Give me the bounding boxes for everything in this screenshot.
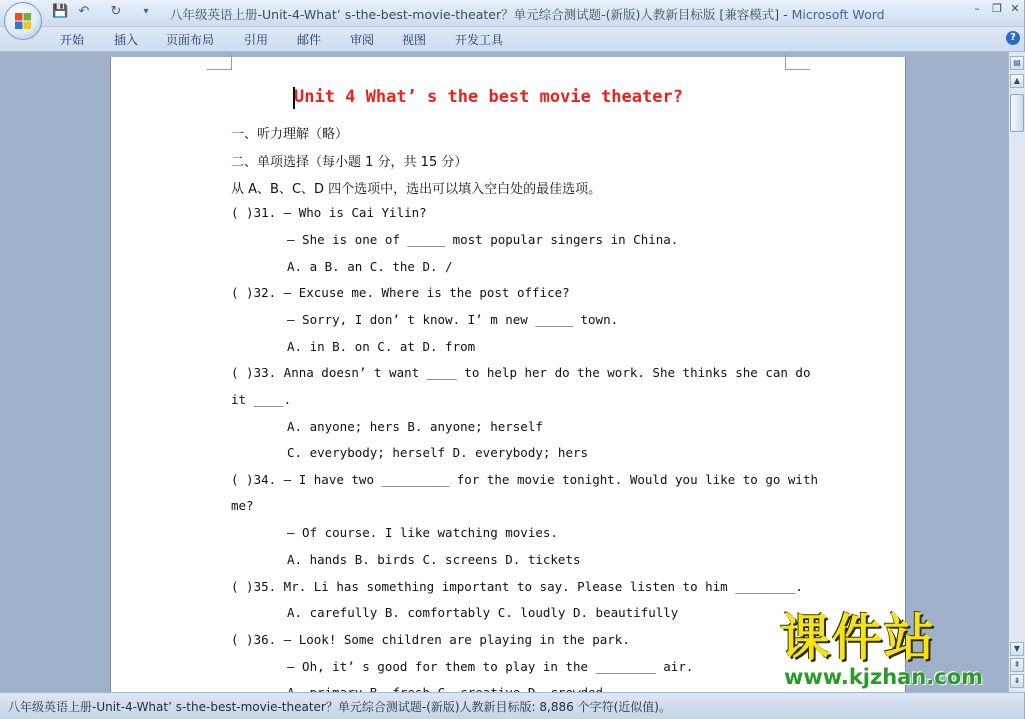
document-area: [0, 52, 1008, 692]
watermark-url: www.kjzhan.com: [784, 665, 984, 689]
tab-developer[interactable]: 开发工具: [455, 33, 504, 47]
office-button[interactable]: [4, 2, 42, 40]
question-32-reply: — Sorry, I don’ t know. I’ m new _____ town.: [287, 312, 619, 327]
question-31: ( )31. — Who is Cai Yilin?: [231, 205, 427, 220]
office-logo-icon: [14, 12, 32, 30]
tab-references[interactable]: 引用: [244, 33, 269, 47]
question-34-options: A. hands B. birds C. screens D. tickets: [287, 552, 581, 567]
scroll-up-icon[interactable]: ▲: [1010, 74, 1024, 88]
document-name: 八年级英语上册-Unit-4-What’ s-the-best-movie-theater？单元综合测试题-(新版)人教新目标版 [兼容模式]: [170, 7, 780, 22]
crop-mark-left: [207, 55, 232, 70]
tab-insert[interactable]: 插入: [114, 33, 139, 47]
instruction-line: 从 A、B、C、D 四个选项中，选出可以填入空白处的最佳选项。: [231, 182, 602, 197]
status-bar: [0, 692, 1024, 719]
question-34-cont: me?: [231, 498, 254, 513]
question-36: ( )36. — Look! Some children are playing in the park.: [231, 632, 630, 647]
vertical-scrollbar[interactable]: [1008, 52, 1025, 692]
customize-toolbar-icon[interactable]: ▾: [143, 6, 149, 17]
watermark: [770, 610, 1020, 692]
prev-page-icon[interactable]: ⇞: [1010, 658, 1024, 672]
question-33-cont: it ____.: [231, 392, 292, 407]
crop-mark-right: [785, 55, 810, 70]
redo-icon[interactable]: ↻: [110, 4, 122, 19]
window-title: [170, 5, 885, 23]
watermark-logo: 课件站: [780, 609, 936, 667]
question-33-options-cd: C. everybody; herself D. everybody; hers: [287, 445, 589, 460]
tab-page-layout[interactable]: 页面布局: [166, 33, 215, 47]
ruler-toggle-icon[interactable]: ▤: [1010, 56, 1024, 70]
section-single-choice: 二、单项选择（每小题 1 分，共 15 分）: [231, 155, 468, 170]
question-35: ( )35. Mr. Li has something important to say. Please listen to him ________.: [231, 579, 803, 594]
title-separator: -: [779, 7, 792, 22]
tab-home[interactable]: 开始: [60, 33, 85, 47]
title-bar: [0, 0, 1024, 27]
question-34: ( )34. — I have two _________ for the movie tonight. Would you like to go with: [231, 472, 818, 487]
question-33-options-ab: A. anyone; hers B. anyone; herself: [287, 419, 543, 434]
question-32: ( )32. — Excuse me. Where is the post office?: [231, 285, 570, 300]
ribbon-tab-bar: [0, 27, 1024, 52]
scrollbar-thumb[interactable]: [1010, 94, 1024, 132]
tab-mailings[interactable]: 邮件: [297, 33, 322, 47]
restore-button[interactable]: ❐: [992, 2, 1002, 15]
question-31-options: A. a B. an C. the D. /: [287, 259, 453, 274]
app-name: Microsoft Word: [791, 7, 885, 22]
status-text: 八年级英语上册-Unit-4-What’ s-the-best-movie-theater？单元综合测试题-(新版)人教新目标版: 8,886 个字符(近似值)。: [8, 700, 671, 714]
minimize-button[interactable]: –: [974, 2, 980, 15]
undo-icon[interactable]: ↶: [78, 4, 90, 19]
document-title: Unit 4 What’ s the best movie theater?: [294, 87, 683, 107]
save-icon[interactable]: 💾: [52, 4, 69, 19]
next-page-icon[interactable]: ⇟: [1010, 674, 1024, 688]
close-button[interactable]: ✕: [1010, 2, 1020, 15]
question-36-reply: — Oh, it’ s good for them to play in the ________ air.: [287, 659, 694, 674]
section-listening: 一、听力理解（略）: [231, 127, 349, 142]
help-icon[interactable]: ?: [1006, 31, 1020, 45]
question-33: ( )33. Anna doesn’ t want ____ to help her do the work. She thinks she can do: [231, 365, 811, 380]
question-34-reply: — Of course. I like watching movies.: [287, 525, 558, 540]
tab-review[interactable]: 审阅: [350, 33, 375, 47]
question-32-options: A. in B. on C. at D. from: [287, 339, 476, 354]
question-31-reply: — She is one of _____ most popular singers in China.: [287, 232, 679, 247]
tab-view[interactable]: 视图: [402, 33, 427, 47]
question-35-options: A. carefully B. comfortably C. loudly D. beautifully: [287, 605, 679, 620]
scroll-down-icon[interactable]: ▼: [1010, 642, 1024, 656]
